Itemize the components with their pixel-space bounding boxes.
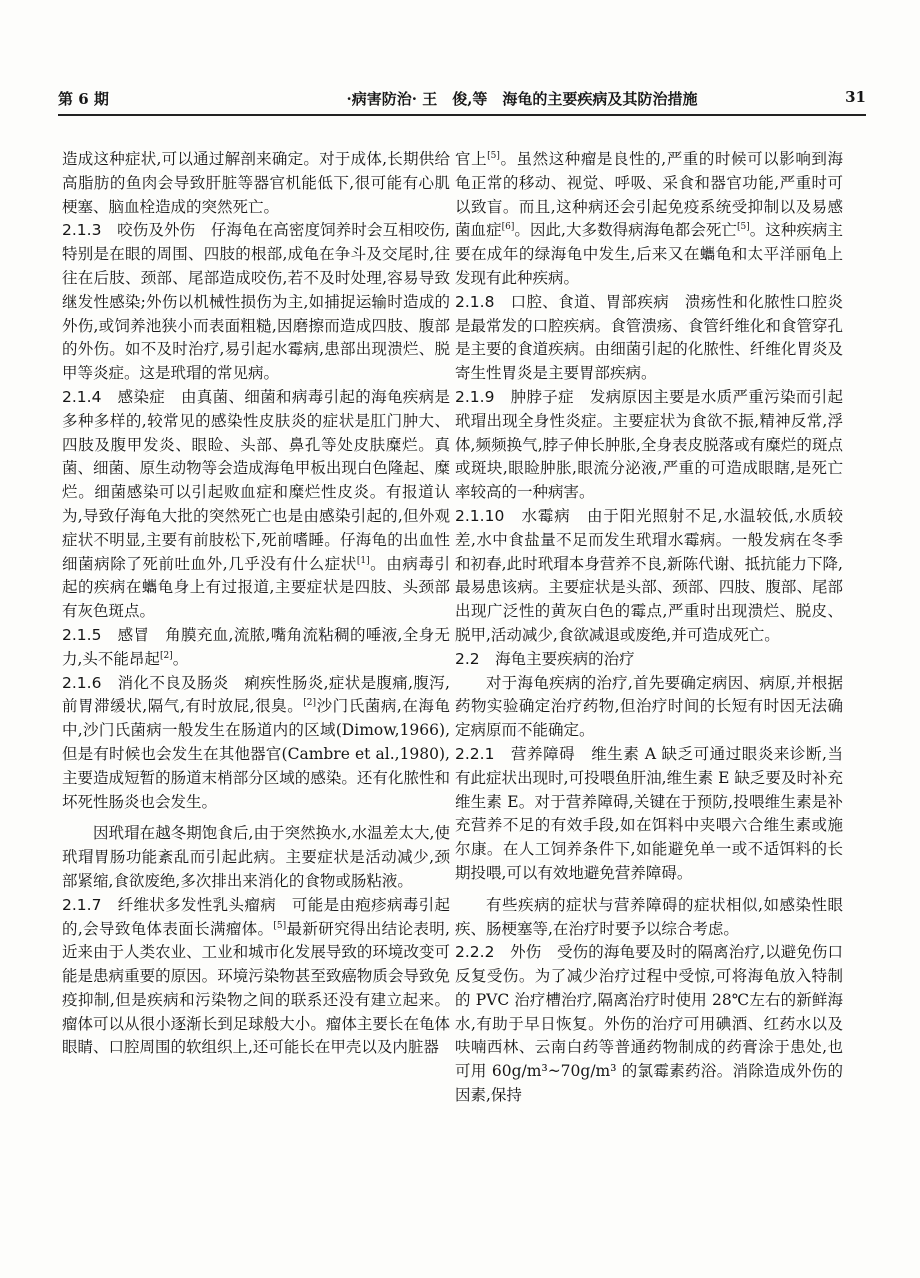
section-heading: 2.1.9 肿脖子症 [455, 387, 574, 406]
left-column [62, 148, 450, 1060]
section-heading: 2.1.8 口腔、食道、胃部疾病 [455, 292, 670, 311]
section-heading: 2.1.4 感染症 [62, 387, 166, 406]
section-heading: 2.1.10 水霉病 [455, 506, 571, 525]
paragraph: 造成这种症状,可以通过解剖来确定。对于成体,长期供给高脂肪的鱼肉会导致肝脏等器官机能低下,很可能有心肌梗塞、脑血栓造成的突然死亡。 [62, 150, 450, 216]
section-2-1-6: 2.1.6 消化不良及肠炎 痢疾性肠炎,症状是腹痛,腹泻,前胃滞缓状,隔气,有时放屁,很臭。[2]沙门氏菌病,在海龟中,沙门氏菌病一般发生在肠道内的区域(Dimow,1966),但是有时候也会发生在其他器官(Cambre et al.,1980),主要造成短暂的肠道末梢部分区域的感染。还有化脓性和坏死性肠炎也会发生。 [62, 673, 450, 811]
paragraph: 对于海龟疾病的治疗,首先要确定病因、病原,并根据药物实验确定治疗药物,但治疗时间的长短有时因无法确定病原而不能确定。 [455, 673, 843, 740]
section-2-1-4: 2.1.4 感染症 由真菌、细菌和病毒引起的海龟疾病是多种多样的,较常见的感染性皮肤炎的症状是肛门肿大、四肢及腹甲发炎、眼睑、头部、鼻孔等处皮肤糜烂。真菌、细菌、原生动物等会造成海龟甲板出现白色隆起、糜烂。细菌感染可以引起败血症和糜烂性皮炎。有报道认为,导致仔海龟大批的突然死亡也是由感染引起的,但外观症状不明显,主要有前肢松下,死前嗜睡。仔海龟的出血性细菌病除了死前吐血外,几乎没有什么症状[1]。由病毒引起的疾病在蠵龟身上有过报道,主要症状是四肢、头颈部有灰色斑点。 [62, 387, 450, 621]
section-heading: 2.1.6 消化不良及肠炎 [62, 673, 229, 692]
section-heading: 2.2.1 营养障碍 [455, 744, 576, 763]
citation: [6] [501, 222, 515, 233]
paragraph: 有些疾病的症状与营养障碍的症状相似,如感染性眼疾、肠梗塞等,在治疗时要予以综合考虑。 [455, 895, 843, 938]
citation: [5] [736, 222, 750, 233]
section-2-1-7: 2.1.7 纤维状多发性乳头瘤病 可能是由疱疹病毒引起的,会导致龟体表面长满瘤体。[5]最新研究得出结论表明,近来由于人类农业、工业和城市化发展导致的环境改变可能是患病重要的原因。环境污染物甚至致癌物质会导致免疫抑制,但是疾病和污染物之间的联系还没有建立起来。瘤体可以从很小逐渐长到足球般大小。瘤体主要长在龟体眼睛、口腔周围的软组织上,还可能长在甲壳以及内脏器 [62, 895, 450, 1057]
section-2-1-10: 2.1.10 水霉病 由于阳光照射不足,水温较低,水质较差,水中食盐量不足而发生玳瑁水霉病。一般发病在冬季和初春,此时玳瑁本身营养不良,新陈代谢、抵抗能力下降,最易患该病。主要症状是头部、颈部、四肢、腹部、尾部出现广泛性的黄灰白色的霉点,严重时出现溃烂、脱皮、脱甲,活动减少,食欲减退或废绝,并可造成死亡。 [455, 506, 843, 644]
section-2-2-1: 2.2.1 营养障碍 维生素 A 缺乏可通过眼炎来诊断,当有此症状出现时,可投喂鱼肝油,维生素 E 缺乏要及时补充维生素 E。对于营养障碍,关键在于预防,投喂维生素是补充营养不足的有效手段,如在饵料中夹喂六合维生素或施尔康。在人工饲养条件下,如能避免单一或不适饵料的长期投喂,可以有效地避免营养障碍。 [455, 744, 843, 882]
section-2-1-3: 2.1.3 咬伤及外伤 仔海龟在高密度饲养时会互相咬伤,特别是在眼的周围、四肢的根部,成龟在争斗及交尾时,往往在后肢、颈部、尾部造成咬伤,若不及时处理,容易导致继发性感染;外伤以机械性损伤为主,如捕捉运输时造成的外伤,或饲养池狭小而表面粗糙,因磨擦而造成四肢、腹部的外伤。如不及时治疗,易引起水霉病,患部出现溃烂、脱甲等炎症。这是玳瑁的常见病。 [62, 221, 450, 383]
section-heading: 2.1.5 感冒 [62, 625, 150, 644]
citation: [5] [487, 150, 500, 161]
issue-number: 第 6 期 [58, 90, 109, 108]
right-column [455, 148, 843, 1108]
citation: [2] [159, 650, 173, 661]
section-2-2 [455, 648, 843, 672]
paragraph: 因玳瑁在越冬期饱食后,由于突然换水,水温差太大,使玳瑁胃肠功能紊乱而引起此病。主要症状是活动减少,颈部紧缩,食欲废绝,多次排出来消化的食物或肠粘液。 [62, 824, 450, 890]
citation: [1] [356, 555, 370, 566]
section-heading: 2.2.2 外伤 [455, 943, 542, 962]
citation: [2] [303, 698, 317, 709]
section-2-2-2: 2.2.2 外伤 受伤的海龟要及时的隔离治疗,以避免伤口反复受伤。为了减少治疗过程中受惊,可将海龟放入特制的 PVC 治疗槽治疗,隔离治疗时使用 28℃左右的新鲜海水,有助于早日恢复。外伤的治疗可用碘酒、红药水以及呋喃西林、云南白药等普通药物制成的药膏涂于患处,也可用 60g/m³~70g/m³ 的氯霉素药浴。消除造成外伤的因素,保持 [455, 943, 843, 1105]
section-heading: 2.1.7 纤维状多发性乳头瘤病 [62, 895, 277, 914]
running-header [58, 88, 866, 110]
citation: [5] [273, 920, 287, 931]
section-2-1-9: 2.1.9 肿脖子症 发病原因主要是水质严重污染而引起玳瑁出现全身性炎症。主要症状为食欲不振,精神反常,浮体,频频换气,脖子伸长肿胀,全身表皮脱落或有糜烂的斑点或斑块,眼睑肿胀,眼流分泌液,严重的可造成眼瞎,是死亡率较高的一种病害。 [455, 387, 843, 502]
page-number: 31 [845, 88, 866, 106]
section-2-1-5: 2.1.5 感冒 角膜充血,流脓,嘴角流粘稠的唾液,全身无力,头不能昂起[2]。 [62, 625, 450, 668]
section-2-1-8: 2.1.8 口腔、食道、胃部疾病 溃疡性和化脓性口腔炎是最常发的口腔疾病。食管溃疡、食管纤维化和食管穿孔是主要的食道疾病。由细菌引起的化脓性、纤维化胃炎及寄生性胃炎是主要胃部疾病。 [455, 292, 843, 383]
header-rule [58, 114, 866, 116]
paragraph: 官上[5]。虽然这种瘤是良性的,严重的时候可以影响到海龟正常的移动、视觉、呼吸、采食和器官功能,严重时可以致盲。而且,这种病还会引起免疫系统受抑制以及易感菌血症[6]。因此,大多数得病海龟都会死亡[5]。这种疾病主要在成年的绿海龟中发生,后来又在蠵龟和太平洋丽龟上发现有此种疾病。 [455, 150, 843, 287]
running-title: ·病害防治· 王 俊,等 海龟的主要疾病及其防治措施 [346, 90, 698, 108]
section-heading: 2.1.3 咬伤及外伤 [62, 221, 196, 240]
section-heading: 2.2 海龟主要疾病的治疗 [455, 649, 635, 668]
